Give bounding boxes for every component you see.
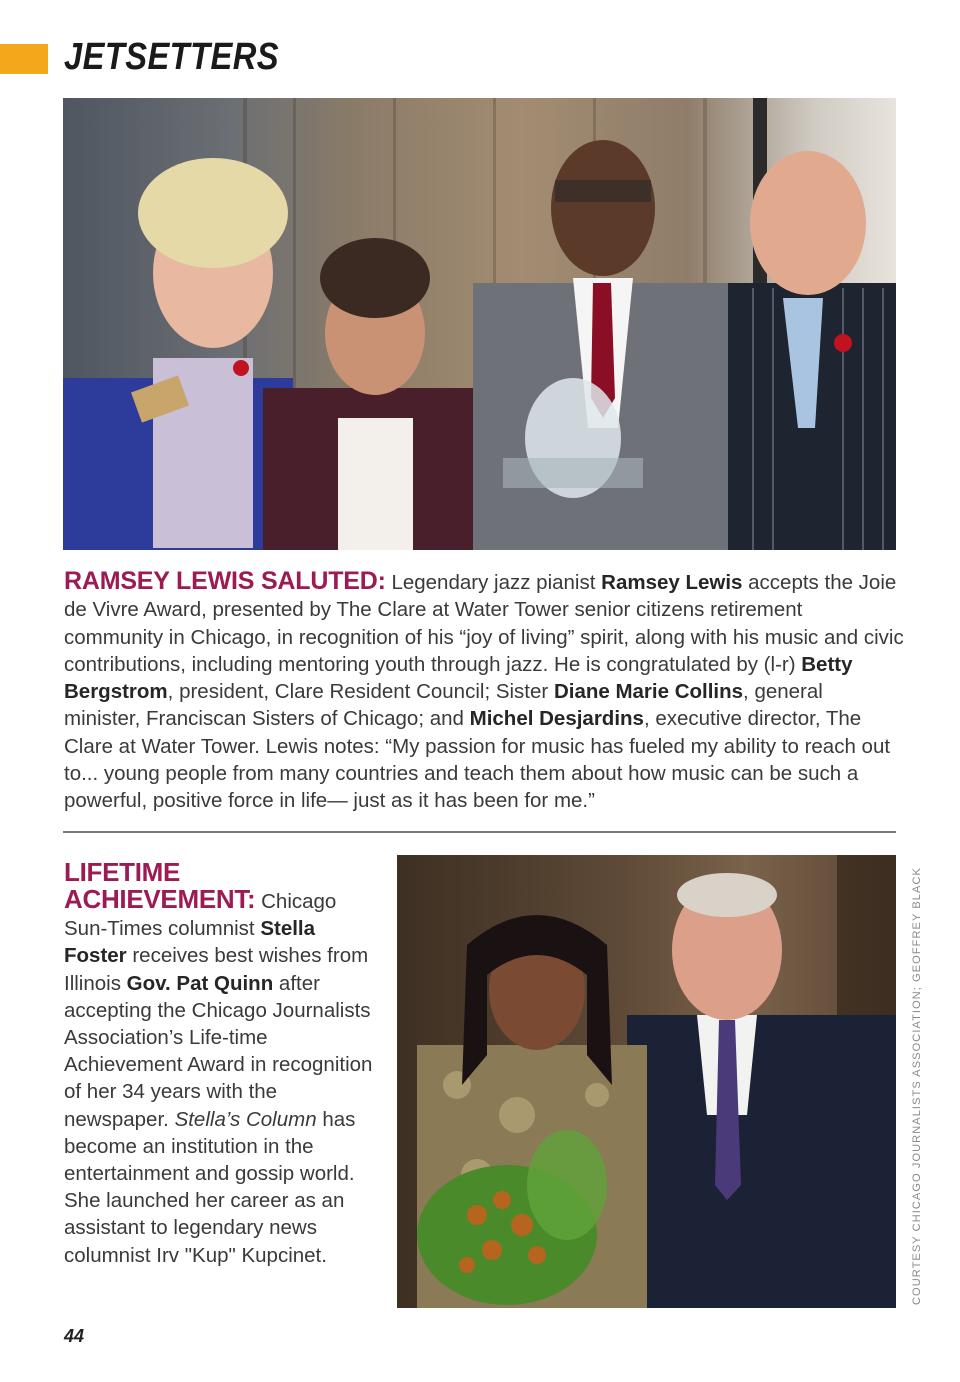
section-accent-bar bbox=[0, 44, 48, 74]
article-headline: LIFETIME bbox=[64, 857, 181, 887]
column-title: Stella’s Column bbox=[174, 1107, 317, 1131]
section-title: JETSETTERS bbox=[64, 36, 279, 78]
article-lifetime-achievement-caption: LIFETIME ACHIEVEMENT: Chicago Sun-Times columnist Stella Foster receives best wishes from Illinois Gov. Pat Quinn after accepting the Chicago Journalists Association’s Life-time Achievement Award in recognition of her 34 years with the newspaper. Stella’s Column has become an institution in the entertainment and gossip world. She launched her career as an assistant to legendary news columnist Irv "Kup" Kupcinet. bbox=[64, 858, 376, 1269]
person-name: Michel Desjardins bbox=[469, 707, 644, 731]
photo-credit: COURTESY CHICAGO JOURNALISTS ASSOCIATION; GEOFFREY BLACK bbox=[911, 867, 923, 1305]
person-name: Ramsey Lewis bbox=[601, 571, 743, 594]
person-name: Gov. Pat Quinn bbox=[126, 971, 274, 995]
article-headline-continued: ACHIEVEMENT: bbox=[64, 884, 256, 914]
person-name: Stella Foster bbox=[64, 917, 316, 968]
article-headline: RAMSEY LEWIS SALUTED: bbox=[64, 567, 386, 595]
section-divider bbox=[63, 831, 896, 833]
person-name: Betty Bergstrom bbox=[64, 652, 853, 704]
page-number: 44 bbox=[64, 1326, 85, 1346]
article-ramsey-lewis-caption: RAMSEY LEWIS SALUTED: Legendary jazz pianist Ramsey Lewis accepts the Joie de Vivre Award, presented by The Clare at Water Tower senior citizens retirement community in Chicago, in recognition of his “joy of living” spirit, along with his music and civic contributions, including mentoring youth through jazz. He is congratulated by (l-r) Betty Bergstrom, president, Clare Resident Council; Sister Diane Marie Collins, general minister, Franciscan Sisters of Chicago; and Michel Desjardins, executive director, The Clare at Water Tower. Lewis notes: “My passion for music has fueled my ability to reach out to... young people from many countries and teach them about how music can be such a powerful, positive force in life— just as it has been for me.” bbox=[64, 567, 904, 813]
person-name: Diane Marie Collins bbox=[553, 680, 744, 704]
foster-quinn-photo bbox=[397, 855, 896, 1308]
group-award-photo bbox=[63, 98, 896, 550]
